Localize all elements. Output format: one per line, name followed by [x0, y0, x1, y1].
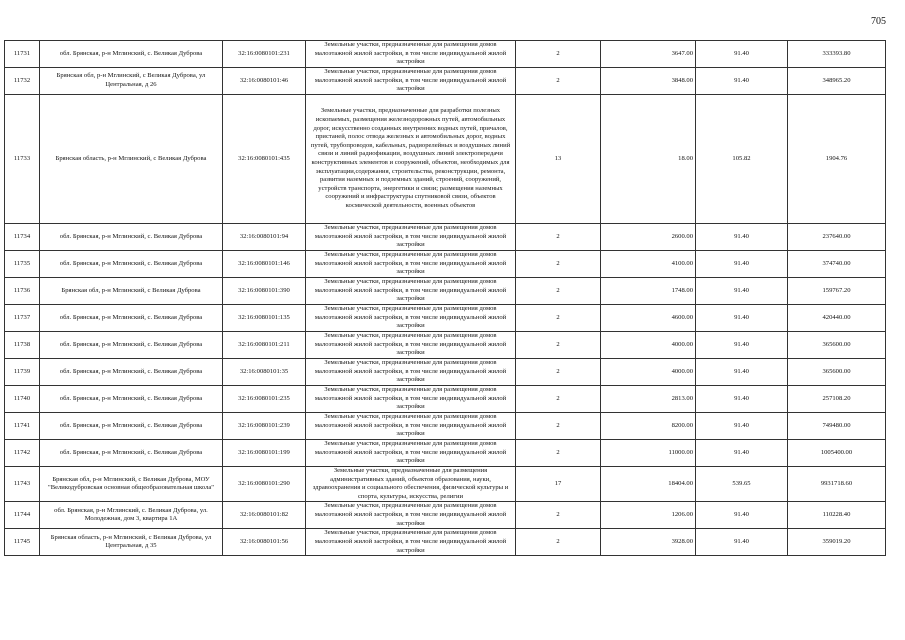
- specific-value-cell: 91.40: [696, 440, 788, 467]
- row-number-cell: 11740: [5, 386, 40, 413]
- row-number-cell: 11739: [5, 359, 40, 386]
- cadastral-number-cell: 32:16:0080101:35: [223, 359, 306, 386]
- table-row: [5, 529, 886, 556]
- specific-value-cell: 91.40: [696, 278, 788, 305]
- table-row: [5, 305, 886, 332]
- specific-value-cell: 539.65: [696, 467, 788, 502]
- table-row: [5, 467, 886, 502]
- land-use-cell: Земельные участки, предназначенные для разработки полезных ископаемых, размещения железнодорожных путей, автомобильных дорог, искусственно созданных внутренних водных путей, причалов, пристаней, полос отвода железных и автомобильных дорог, водных путей, трубопроводов, кабельных, радиорелейных и воздушных линий связи и линий радиофикации, воздушных линий электропередачи конструктивных элементов и сооружений, объектов, необходимых для эксплуатации,содержания, строительства, реконструкции, ремонта, развития наземных и подземных зданий, строений, сооружений, устройств транспорта, энергетики и связи; размещения наземных сооружений и инфраструктуры спутниковой связи, объектов космической деятельности, военных объектов: [306, 95, 516, 224]
- row-number-cell: 11732: [5, 68, 40, 95]
- address-cell: Брянская область, р-н Мглинский, с Великая Дуброва: [40, 95, 223, 224]
- table-row: [5, 95, 886, 224]
- table-row: [5, 41, 886, 68]
- address-cell: обл. Брянская, р-н Мглинский, с. Великая Дуброва: [40, 440, 223, 467]
- category-cell: 2: [516, 440, 601, 467]
- cadastral-number-cell: 32:16:0080101:231: [223, 41, 306, 68]
- category-cell: 2: [516, 251, 601, 278]
- category-cell: 2: [516, 278, 601, 305]
- cadastral-value-cell: 1904.76: [788, 95, 886, 224]
- land-use-cell: Земельные участки, предназначенные для размещения домов малоэтажной жилой застройки, в том числе индивидуальной жилой застройки: [306, 529, 516, 556]
- row-number-cell: 11731: [5, 41, 40, 68]
- cadastral-value-cell: 257108.20: [788, 386, 886, 413]
- table-row: [5, 68, 886, 95]
- table-row: [5, 413, 886, 440]
- cadastral-value-cell: 110228.40: [788, 502, 886, 529]
- table-row: [5, 251, 886, 278]
- row-number-cell: 11743: [5, 467, 40, 502]
- cadastral-value-cell: 333393.80: [788, 41, 886, 68]
- address-cell: обл. Брянская, р-н Мглинский, с. Великая Дуброва: [40, 224, 223, 251]
- land-use-cell: Земельные участки, предназначенные для размещения административных зданий, объектов образования, науки, здравоохранения и социального обеспечения, физической культуры и спорта, культуры, искусства, религии: [306, 467, 516, 502]
- specific-value-cell: 91.40: [696, 359, 788, 386]
- land-use-cell: Земельные участки, предназначенные для размещения домов малоэтажной жилой застройки, в том числе индивидуальной жилой застройки: [306, 386, 516, 413]
- area-cell: 11000.00: [601, 440, 696, 467]
- cadastral-number-cell: 32:16:0080101:290: [223, 467, 306, 502]
- cadastral-number-cell: 32:16:0080101:435: [223, 95, 306, 224]
- cadastral-number-cell: 32:16:0080101:211: [223, 332, 306, 359]
- land-use-cell: Земельные участки, предназначенные для размещения домов малоэтажной жилой застройки, в том числе индивидуальной жилой застройки: [306, 413, 516, 440]
- row-number-cell: 11735: [5, 251, 40, 278]
- address-cell: обл. Брянская, р-н Мглинский, с. Великая Дуброва: [40, 305, 223, 332]
- address-cell: обл. Брянская, р-н Мглинский, с. Великая Дуброва, ул. Молодежная, дом 3, квартира 1А: [40, 502, 223, 529]
- category-cell: 2: [516, 529, 601, 556]
- area-cell: 18404.00: [601, 467, 696, 502]
- cadastral-value-cell: 420440.00: [788, 305, 886, 332]
- area-cell: 1206.00: [601, 502, 696, 529]
- address-cell: обл. Брянская, р-н Мглинский, с. Великая Дуброва: [40, 41, 223, 68]
- land-registry-table: [4, 40, 886, 556]
- area-cell: 3848.00: [601, 68, 696, 95]
- land-use-cell: Земельные участки, предназначенные для размещения домов малоэтажной жилой застройки, в том числе индивидуальной жилой застройки: [306, 440, 516, 467]
- category-cell: 13: [516, 95, 601, 224]
- table-row: [5, 359, 886, 386]
- cadastral-number-cell: 32:16:0080101:56: [223, 529, 306, 556]
- land-use-cell: Земельные участки, предназначенные для размещения домов малоэтажной жилой застройки, в том числе индивидуальной жилой застройки: [306, 332, 516, 359]
- address-cell: обл. Брянская, р-н Мглинский, с. Великая Дуброва: [40, 251, 223, 278]
- address-cell: обл. Брянская, р-н Мглинский, с. Великая Дуброва: [40, 359, 223, 386]
- category-cell: 2: [516, 68, 601, 95]
- land-use-cell: Земельные участки, предназначенные для размещения домов малоэтажной жилой застройки, в том числе индивидуальной жилой застройки: [306, 251, 516, 278]
- category-cell: 2: [516, 502, 601, 529]
- land-use-cell: Земельные участки, предназначенные для размещения домов малоэтажной жилой застройки, в том числе индивидуальной жилой застройки: [306, 502, 516, 529]
- cadastral-value-cell: 374740.00: [788, 251, 886, 278]
- specific-value-cell: 91.40: [696, 332, 788, 359]
- land-use-cell: Земельные участки, предназначенные для размещения домов малоэтажной жилой застройки, в том числе индивидуальной жилой застройки: [306, 278, 516, 305]
- address-cell: обл. Брянская, р-н Мглинский, с. Великая Дуброва: [40, 386, 223, 413]
- cadastral-value-cell: 365600.00: [788, 332, 886, 359]
- land-use-cell: Земельные участки, предназначенные для размещения домов малоэтажной жилой застройки, в том числе индивидуальной жилой застройки: [306, 359, 516, 386]
- category-cell: 2: [516, 41, 601, 68]
- address-cell: Брянская область, р-н Мглинский, с Великая Дуброва, ул Центральная, д 35: [40, 529, 223, 556]
- address-cell: Брянская обл, р-н Мглинский, с Великая Дуброва: [40, 278, 223, 305]
- specific-value-cell: 91.40: [696, 502, 788, 529]
- category-cell: 2: [516, 413, 601, 440]
- specific-value-cell: 105.82: [696, 95, 788, 224]
- row-number-cell: 11741: [5, 413, 40, 440]
- row-number-cell: 11737: [5, 305, 40, 332]
- cadastral-value-cell: 1005400.00: [788, 440, 886, 467]
- area-cell: 4100.00: [601, 251, 696, 278]
- area-cell: 1748.00: [601, 278, 696, 305]
- land-use-cell: Земельные участки, предназначенные для размещения домов малоэтажной жилой застройки, в том числе индивидуальной жилой застройки: [306, 224, 516, 251]
- area-cell: 4000.00: [601, 332, 696, 359]
- area-cell: 18.00: [601, 95, 696, 224]
- address-cell: обл. Брянская, р-н Мглинский, с. Великая Дуброва: [40, 332, 223, 359]
- category-cell: 2: [516, 359, 601, 386]
- category-cell: 2: [516, 332, 601, 359]
- table-row: [5, 386, 886, 413]
- specific-value-cell: 91.40: [696, 386, 788, 413]
- specific-value-cell: 91.40: [696, 224, 788, 251]
- row-number-cell: 11744: [5, 502, 40, 529]
- area-cell: 4600.00: [601, 305, 696, 332]
- category-cell: 2: [516, 305, 601, 332]
- cadastral-number-cell: 32:16:0080101:235: [223, 386, 306, 413]
- cadastral-value-cell: 237640.00: [788, 224, 886, 251]
- specific-value-cell: 91.40: [696, 413, 788, 440]
- cadastral-number-cell: 32:16:0080101:199: [223, 440, 306, 467]
- land-use-cell: Земельные участки, предназначенные для размещения домов малоэтажной жилой застройки, в том числе индивидуальной жилой застройки: [306, 41, 516, 68]
- cadastral-value-cell: 359019.20: [788, 529, 886, 556]
- area-cell: 2600.00: [601, 224, 696, 251]
- address-cell: Брянская обл, р-н Мглинский, с Великая Дуброва, МОУ "Великодубровская основная общеобразовательная школа": [40, 467, 223, 502]
- table-row: [5, 440, 886, 467]
- cadastral-number-cell: 32:16:0080101:146: [223, 251, 306, 278]
- table-row: [5, 278, 886, 305]
- land-use-cell: Земельные участки, предназначенные для размещения домов малоэтажной жилой застройки, в том числе индивидуальной жилой застройки: [306, 68, 516, 95]
- specific-value-cell: 91.40: [696, 305, 788, 332]
- specific-value-cell: 91.40: [696, 251, 788, 278]
- row-number-cell: 11736: [5, 278, 40, 305]
- area-cell: 3647.00: [601, 41, 696, 68]
- address-cell: Брянская обл, р-н Мглинский, с Великая Дуброва, ул Центральная, д 26: [40, 68, 223, 95]
- table-row: [5, 332, 886, 359]
- cadastral-number-cell: 32:16:0080101:239: [223, 413, 306, 440]
- area-cell: 8200.00: [601, 413, 696, 440]
- cadastral-number-cell: 32:16:0080101:46: [223, 68, 306, 95]
- category-cell: 17: [516, 467, 601, 502]
- area-cell: 2813.00: [601, 386, 696, 413]
- table-row: [5, 502, 886, 529]
- land-use-cell: Земельные участки, предназначенные для размещения домов малоэтажной жилой застройки, в том числе индивидуальной жилой застройки: [306, 305, 516, 332]
- address-cell: обл. Брянская, р-н Мглинский, с. Великая Дуброва: [40, 413, 223, 440]
- cadastral-value-cell: 749480.00: [788, 413, 886, 440]
- page-number: 705: [871, 16, 886, 27]
- cadastral-value-cell: 159767.20: [788, 278, 886, 305]
- table-row: [5, 224, 886, 251]
- cadastral-number-cell: 32:16:0080101:94: [223, 224, 306, 251]
- area-cell: 3928.00: [601, 529, 696, 556]
- cadastral-number-cell: 32:16:0080101:82: [223, 502, 306, 529]
- specific-value-cell: 91.40: [696, 41, 788, 68]
- row-number-cell: 11734: [5, 224, 40, 251]
- row-number-cell: 11738: [5, 332, 40, 359]
- cadastral-number-cell: 32:16:0080101:135: [223, 305, 306, 332]
- cadastral-value-cell: 9931718.60: [788, 467, 886, 502]
- category-cell: 2: [516, 386, 601, 413]
- row-number-cell: 11745: [5, 529, 40, 556]
- row-number-cell: 11742: [5, 440, 40, 467]
- row-number-cell: 11733: [5, 95, 40, 224]
- cadastral-value-cell: 365600.00: [788, 359, 886, 386]
- area-cell: 4000.00: [601, 359, 696, 386]
- specific-value-cell: 91.40: [696, 529, 788, 556]
- table-body: [5, 41, 886, 556]
- category-cell: 2: [516, 224, 601, 251]
- cadastral-number-cell: 32:16:0080101:390: [223, 278, 306, 305]
- specific-value-cell: 91.40: [696, 68, 788, 95]
- cadastral-value-cell: 348965.20: [788, 68, 886, 95]
